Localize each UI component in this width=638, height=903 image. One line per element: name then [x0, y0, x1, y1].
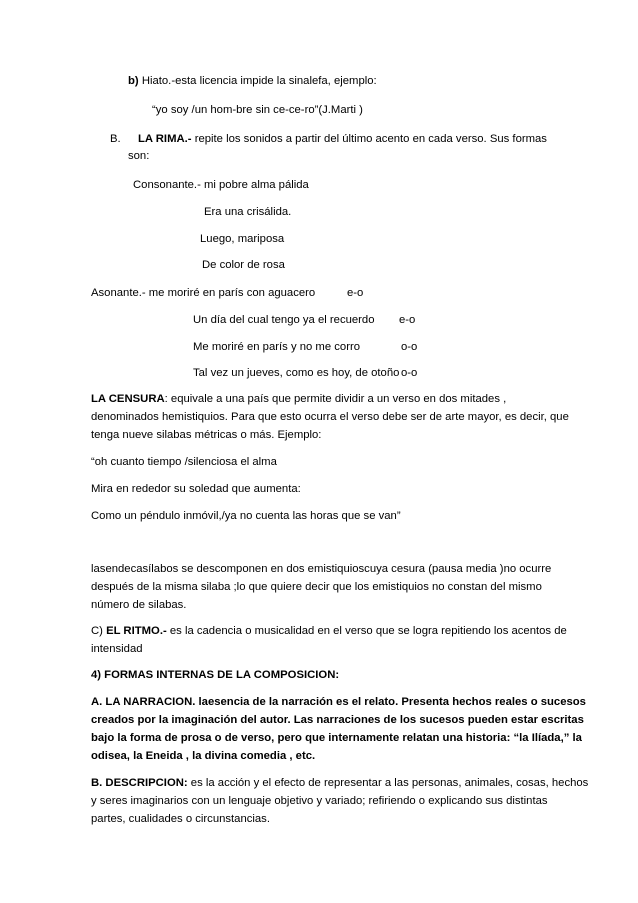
censura-text-1: : equivale a una país que permite dividir a un verso en dos mitades , [164, 393, 507, 405]
censura-example-2: Mira en rededor su soledad que aumenta: [91, 483, 301, 495]
descripcion-line-1 [91, 776, 588, 790]
hiato-line [128, 74, 377, 88]
censura-text-2: denominados hemistiquios. Para que esto ocurra el verso debe ser de arte mayor, es decir, que [91, 411, 569, 423]
consonante-verse-3: De color de rosa [202, 259, 285, 271]
narracion-line-3: bajo la forma de prosa o de verso, pero que internamente relatan una historia: “la Ilíada,” la [91, 732, 582, 744]
ritmo-text-1: es la cadencia o musicalidad en el verso que se logra repitiendo los acentos de [166, 625, 567, 637]
descripcion-text-1: es la acción y el efecto de representar a las personas, animales, cosas, hechos [187, 777, 589, 789]
hiato-text: Hiato.-esta licencia impide la sinalefa, ejemplo: [141, 75, 377, 87]
consonante-verse-1: Era una crisálida. [204, 206, 292, 218]
rima-line-1 [138, 132, 547, 146]
ritmo-title: EL RITMO.- [106, 625, 167, 637]
narracion-line-1: A. LA NARRACION. laesencia de la narración es el relato. Presenta hechos reales o sucesos [91, 696, 586, 708]
narracion-line-4: odisea, la Eneida , la divina comedia , etc. [91, 750, 316, 762]
endecasilabos-line-2: después de la misma silaba ;lo que quiere decir que los emistiquios no constan del mismo [91, 581, 542, 593]
censura-title: LA CENSURA [91, 393, 165, 405]
consonante-verse-2: Luego, mariposa [200, 233, 285, 245]
rima-text-2: son: [128, 150, 150, 162]
censura-example-1: “oh cuanto tiempo /silenciosa el alma [91, 456, 277, 468]
asonante-lead: Asonante.- me moriré en parís con aguacero [91, 287, 316, 299]
asonante-verse-2: Me moriré en parís y no me corro [193, 341, 360, 353]
asonante-verse-3-vowels: o-o [401, 367, 418, 379]
asonante-verse-1: Un día del cual tengo ya el recuerdo [193, 314, 375, 326]
descripcion-text-2: y seres imaginarios con un lenguaje objetivo y variado; refiriendo o explicando sus distintas [91, 795, 548, 807]
ritmo-line-1 [91, 624, 567, 638]
endecasilabos-line-3: número de silabas. [91, 599, 187, 611]
ritmo-marker: C) [91, 625, 103, 637]
censura-text-3: tenga nueve silabas métricas o más. Ejemplo: [91, 429, 322, 441]
censura-example-3: Como un péndulo inmóvil,/ya no cuenta las horas que se van” [91, 510, 401, 522]
ritmo-text-2: intensidad [91, 643, 143, 655]
asonante-verse-3: Tal vez un jueves, como es hoy, de otoño [193, 367, 400, 379]
formas-heading: 4) FORMAS INTERNAS DE LA COMPOSICION: [91, 669, 340, 681]
hiato-label: b) [128, 75, 139, 87]
rima-text-1: repite los sonidos a partir del último acento en cada verso. Sus formas [194, 133, 547, 145]
descripcion-text-3: partes, cualidades o circunstancias. [91, 813, 270, 825]
censura-line-1 [91, 392, 506, 406]
asonante-verse-1-vowels: e-o [399, 314, 416, 326]
consonante-lead: Consonante.- mi pobre alma pálida [133, 179, 309, 191]
descripcion-title: B. DESCRIPCION: [91, 777, 188, 789]
rima-marker: B. [110, 133, 121, 145]
asonante-verse-2-vowels: o-o [401, 341, 418, 353]
hiato-example: “yo soy /un hom-bre sin ce-ce-ro”(J.Marti ) [152, 104, 363, 116]
asonante-lead-vowels: e-o [347, 287, 364, 299]
narracion-line-2: creados por la imaginación del autor. Las narraciones de los sucesos pueden estar escritas [91, 714, 584, 726]
endecasilabos-line-1: lasendecasílabos se descomponen en dos emistiquioscuya cesura (pausa media )no ocurre [91, 563, 552, 575]
rima-title: LA RIMA.- [138, 133, 192, 145]
